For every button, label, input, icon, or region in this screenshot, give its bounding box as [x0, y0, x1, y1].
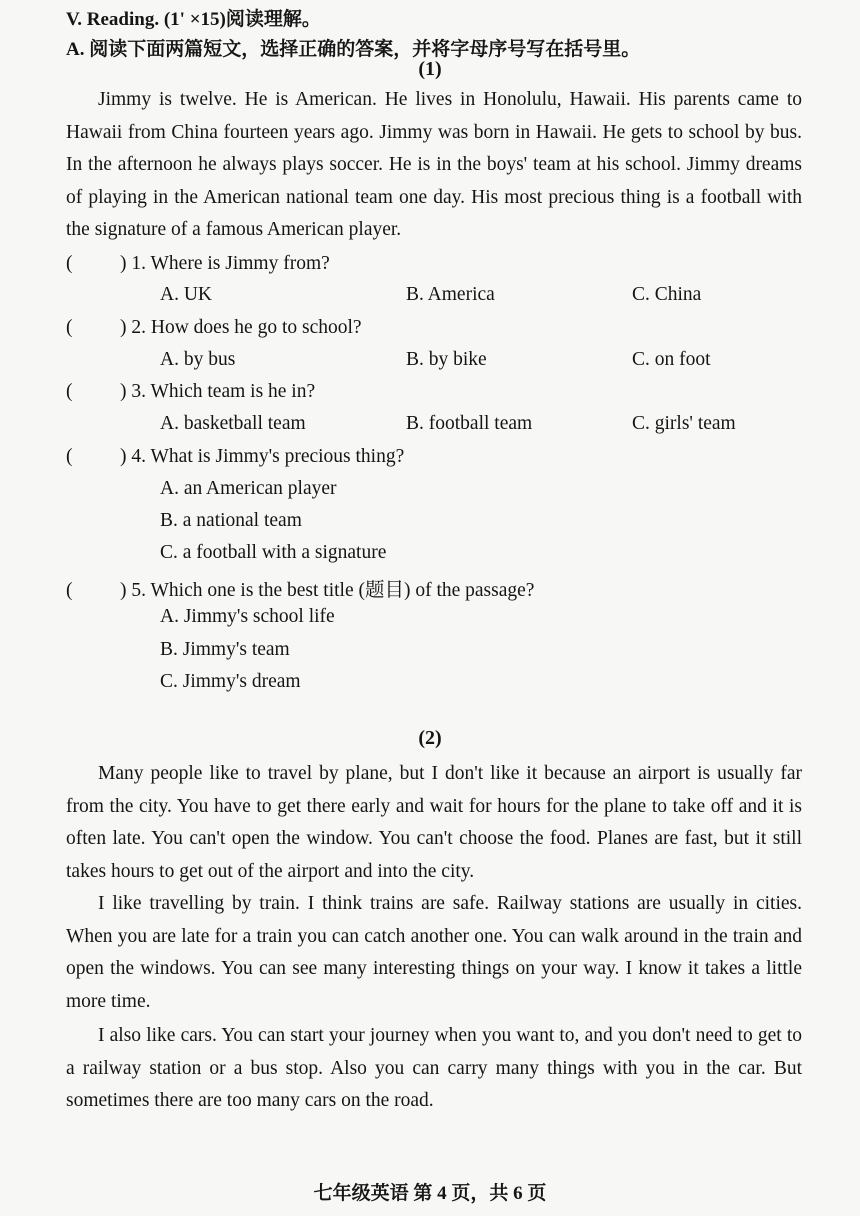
q4-option-a: A. an American player	[160, 478, 337, 499]
question-stem: 4. What is Jimmy's precious thing?	[131, 446, 405, 467]
q3-option-b: B. football team	[406, 413, 533, 434]
q4-option-b: B. a national team	[160, 510, 302, 531]
question-3	[66, 381, 315, 403]
q3-option-a: A. basketball team	[160, 413, 306, 434]
q1-option-b: B. America	[406, 284, 495, 305]
q1-option-a: A. UK	[160, 284, 212, 305]
question-1	[66, 253, 330, 275]
question-stem: 2. How does he go to school?	[131, 317, 362, 338]
question-5	[66, 574, 534, 602]
answer-bracket-close: )	[120, 580, 127, 601]
passage1-text: Jimmy is twelve. He is American. He lives in Honolulu, Hawaii. His parents came to Hawaii from China fourteen years ago. Jimmy was born in Hawaii. He gets to school by bus. In the afternoon he always plays soccer. He is in the boys' team at his school. Jimmy dreams of playing in the American national team one day. His most precious thing is a football with the signature of a famous American player.	[66, 89, 802, 240]
q2-option-b: B. by bike	[406, 349, 487, 370]
question-stem: 5. Which one is the best title (题目) of the passage?	[131, 580, 535, 601]
question-stem: 3. Which team is he in?	[131, 381, 316, 402]
answer-bracket-open: (	[66, 253, 73, 274]
passage2-title: (2)	[418, 727, 442, 749]
question-stem: 1. Where is Jimmy from?	[131, 253, 330, 274]
q4-option-c: C. a football with a signature	[160, 542, 387, 563]
question-4	[66, 446, 404, 468]
passage2-paragraph-2: I like travelling by train. I think trains are safe. Railway stations are usually in cities. When you are late for a train you can catch another one. You can walk around in the train and open the windows. You can see many interesting things on your way. I know it takes a little more time.	[66, 893, 802, 1012]
answer-bracket-open: (	[66, 381, 73, 402]
q2-option-a: A. by bus	[160, 349, 236, 370]
answer-bracket-close: )	[120, 317, 127, 338]
question-2	[66, 317, 362, 339]
answer-bracket-open: (	[66, 446, 73, 467]
section-heading: V. Reading. (1' ×15)阅读理解。	[66, 9, 321, 30]
answer-bracket-close: )	[120, 253, 127, 274]
q5-option-b: B. Jimmy's team	[160, 639, 290, 660]
answer-bracket-close: )	[120, 446, 127, 467]
answer-bracket-open: (	[66, 317, 73, 338]
passage2-paragraph-1: Many people like to travel by plane, but I don't like it because an airport is usually far from the city. You have to get there early and wait for hours for the plane to take off and it is often late. You can't open the window. You can't choose the food. Planes are fast, but it still takes hours to get out of the airport and into the city.	[66, 763, 802, 882]
q1-option-c: C. China	[632, 284, 702, 305]
answer-bracket-open: (	[66, 580, 73, 601]
passage2-paragraph-3: I also like cars. You can start your journey when you want to, and you don't need to get to a railway station or a bus stop. Also you can carry many things with you in the car. But sometimes there are too many cars on the road.	[66, 1025, 802, 1111]
passage1-title: (1)	[418, 58, 442, 80]
section-instruction: A. 阅读下面两篇短文，选择正确的答案，并将字母序号写在括号里。	[66, 39, 641, 60]
answer-bracket-close: )	[120, 381, 127, 402]
q5-option-c: C. Jimmy's dream	[160, 671, 301, 692]
q3-option-c: C. girls' team	[632, 413, 736, 434]
page-footer: 七年级英语 第 4 页，共 6 页	[313, 1183, 547, 1204]
q2-option-c: C. on foot	[632, 349, 711, 370]
q5-option-a: A. Jimmy's school life	[160, 606, 335, 627]
